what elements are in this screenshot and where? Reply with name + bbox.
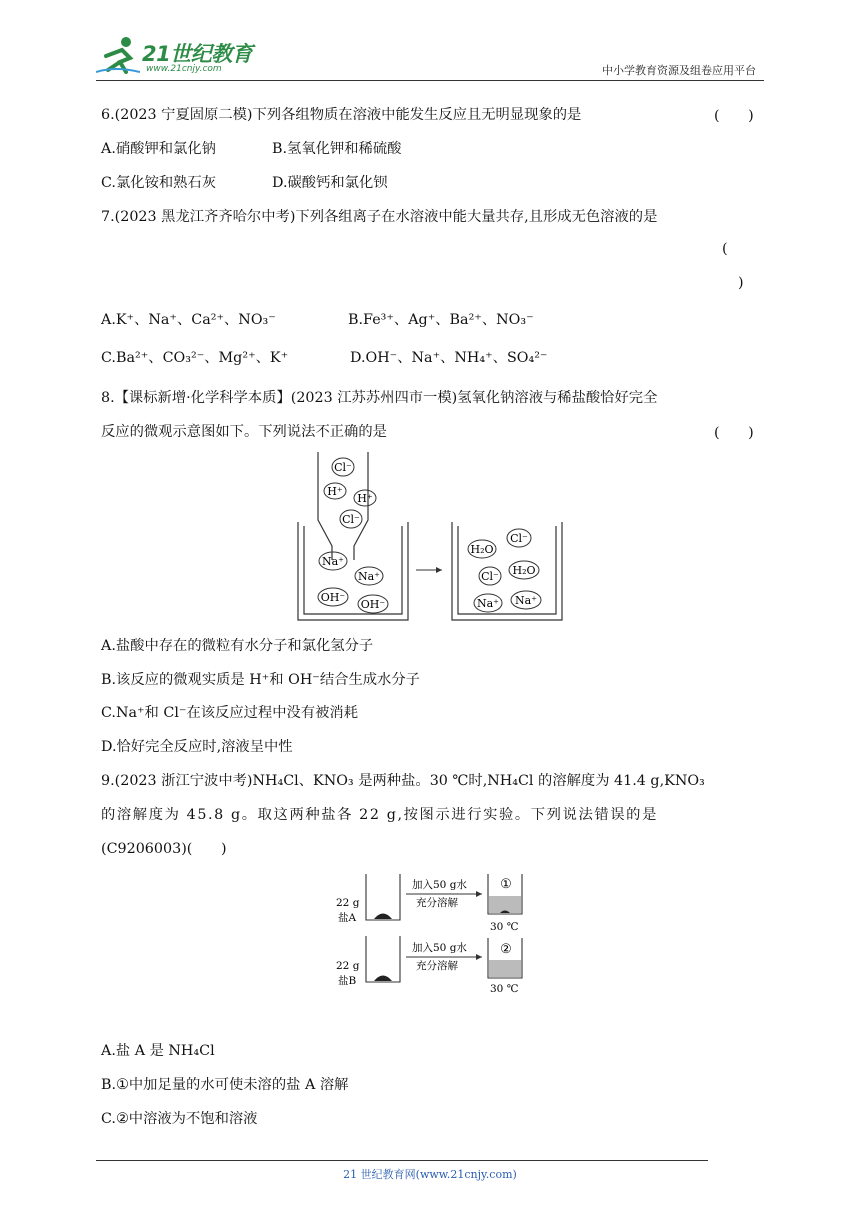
step-dissolve: 充分溶解 <box>416 897 458 909</box>
q8-answer-paren: ( ) <box>714 425 754 441</box>
ion-label: Cl⁻ <box>481 570 499 583</box>
q7-paren-open: ( <box>722 241 728 257</box>
ion-label: Cl⁻ <box>334 461 352 474</box>
ion-label: Na⁺ <box>322 555 344 568</box>
q6-option-a: A.硝酸钾和氯化钠 <box>101 141 216 157</box>
beaker-mark-1: ① <box>500 877 512 892</box>
mass-label: 22 g <box>336 897 360 909</box>
q8-option-d: D.恰好完全反应时,溶液呈中性 <box>101 739 293 755</box>
q7-option-a: A.K⁺、Na⁺、Ca²⁺、NO₃⁻ <box>101 312 276 328</box>
page-header <box>96 34 764 81</box>
step-add-water: 加入50 g水 <box>412 942 467 954</box>
q8-stem-line1: 8.【课标新增·化学科学本质】(2023 江苏苏州四市一模)氢氧化钠溶液与稀盐酸恰好完全 <box>101 390 658 406</box>
q9-stem-line3: (C9206003)( ) <box>101 841 227 857</box>
logo-url: www.21cnjy.com <box>146 64 222 74</box>
q6-option-d: D.碳酸钙和氯化钡 <box>272 175 388 191</box>
ion-label: Na⁺ <box>477 597 499 610</box>
runner-logo-icon <box>96 36 140 76</box>
mass-label: 22 g <box>336 960 360 972</box>
q6-option-b: B.氢氧化钾和稀硫酸 <box>272 141 402 157</box>
q8-option-c: C.Na⁺和 Cl⁻在该反应过程中没有被消耗 <box>101 705 359 721</box>
q6-stem: 6.(2023 宁夏固原二模)下列各组物质在溶液中能发生反应且无明显现象的是 <box>101 107 582 123</box>
step-add-water: 加入50 g水 <box>412 879 467 891</box>
ion-label: OH⁻ <box>360 598 386 611</box>
ion-label: H⁺ <box>357 492 373 505</box>
ion-label: Na⁺ <box>358 570 380 583</box>
q9-experiment-diagram <box>330 868 540 996</box>
ion-label: Na⁺ <box>515 594 537 607</box>
salt-a-label: 盐A <box>338 912 357 924</box>
ion-label: Cl⁻ <box>510 532 528 545</box>
header-slogan: 中小学教育资源及组卷应用平台 <box>602 64 756 77</box>
molecule-label: H₂O <box>470 543 494 556</box>
q8-micro-diagram <box>292 450 568 626</box>
q6-option-c: C.氯化铵和熟石灰 <box>101 175 217 191</box>
q9-stem-line1: 9.(2023 浙江宁波中考)NH₄Cl、KNO₃ 是两种盐。30 ℃时,NH₄Cl 的溶解度为 41.4 g,KNO₃ <box>101 773 705 789</box>
q7-option-b: B.Fe³⁺、Ag⁺、Ba²⁺、NO₃⁻ <box>348 312 534 328</box>
beaker-mark-2: ② <box>500 942 512 957</box>
q7-option-d: D.OH⁻、Na⁺、NH₄⁺、SO₄²⁻ <box>350 350 548 366</box>
q7-paren-close: ) <box>738 275 744 291</box>
q9-option-a: A.盐 A 是 NH₄Cl <box>101 1043 215 1059</box>
ion-label: H⁺ <box>327 485 343 498</box>
molecule-label: H₂O <box>512 564 536 577</box>
q7-stem: 7.(2023 黑龙江齐齐哈尔中考)下列各组离子在水溶液中能大量共存,且形成无色溶液的是 <box>101 209 658 225</box>
q8-option-b: B.该反应的微观实质是 H⁺和 OH⁻结合生成水分子 <box>101 672 420 688</box>
salt-b-label: 盐B <box>338 975 357 987</box>
q9-option-b: B.①中加足量的水可使未溶的盐 A 溶解 <box>101 1077 349 1093</box>
ion-label: OH⁻ <box>320 591 346 604</box>
q9-option-c: C.②中溶液为不饱和溶液 <box>101 1111 258 1127</box>
footer-divider <box>96 1160 708 1161</box>
temperature-label: 30 ℃ <box>490 921 519 933</box>
temperature-label: 30 ℃ <box>490 983 519 995</box>
q6-answer-paren: ( ) <box>714 108 754 124</box>
ion-label: Cl⁻ <box>342 513 360 526</box>
logo-text: 21世纪教育 <box>142 42 253 66</box>
step-dissolve: 充分溶解 <box>416 960 458 972</box>
q8-option-a: A.盐酸中存在的微粒有水分子和氯化氢分子 <box>101 638 374 654</box>
footer-text: 21 世纪教育网(www.21cnjy.com) <box>343 1168 517 1181</box>
q9-stem-line2: 的溶解度为 45.8 g。取这两种盐各 22 g,按图示进行实验。下列说法错误的是 <box>101 807 658 823</box>
q8-stem-line2: 反应的微观示意图如下。下列说法不正确的是 <box>101 424 387 440</box>
q7-option-c: C.Ba²⁺、CO₃²⁻、Mg²⁺、K⁺ <box>101 350 289 366</box>
